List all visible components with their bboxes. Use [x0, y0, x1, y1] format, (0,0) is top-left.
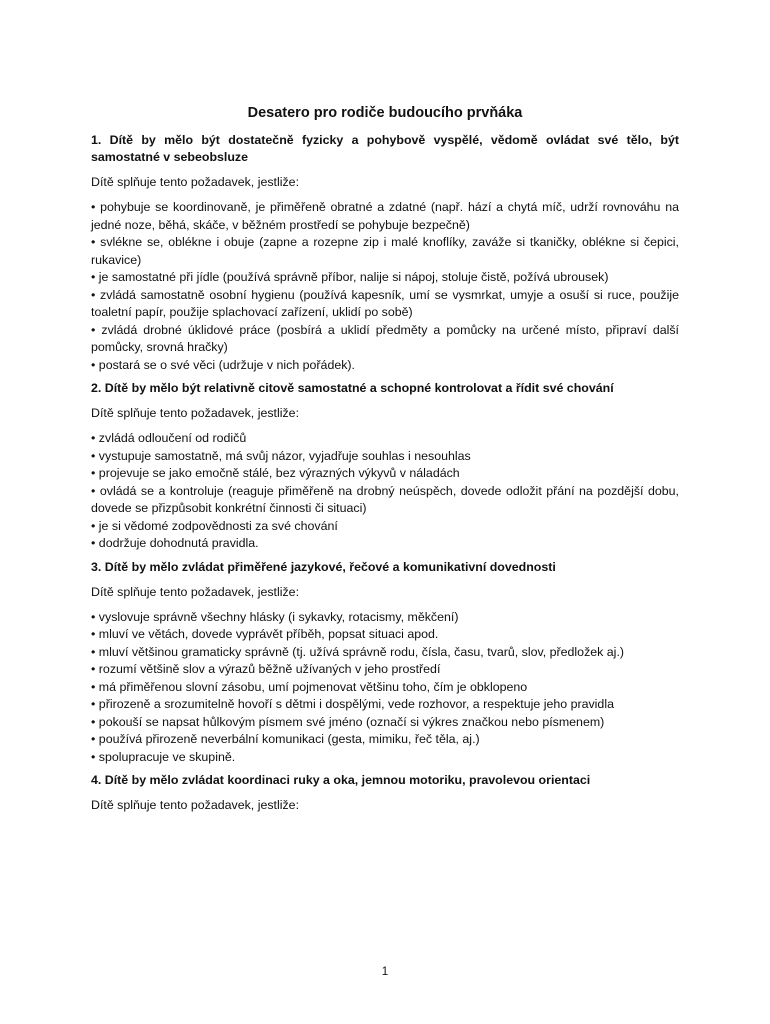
- list-item-text: vystupuje samostatně, má svůj názor, vyjadřuje souhlas i nesouhlas: [98, 448, 471, 463]
- bullet-icon: •: [91, 235, 96, 249]
- list-item-text: používá přirozeně neverbální komunikaci (gesta, mimiku, řeč těla, aj.): [98, 732, 480, 746]
- list-item: [91, 749, 679, 767]
- list-item: [91, 535, 679, 553]
- document-page: [91, 104, 679, 822]
- document-body: [91, 132, 679, 814]
- bullet-list: [91, 430, 679, 553]
- bullet-icon: •: [91, 697, 96, 711]
- bullet-icon: •: [91, 466, 96, 480]
- list-item: [91, 430, 679, 448]
- list-item-text: má přiměřenou slovní zásobu, umí pojmenovat většinu toho, čím je obklopeno: [98, 679, 528, 694]
- list-item: [91, 483, 679, 518]
- list-item-text: zvládá drobné úklidové práce (posbírá a uklidí předměty a pomůcky na určené místo, připraví další pomůcky, srovná hračky): [91, 322, 679, 354]
- bullet-icon: •: [91, 749, 96, 764]
- list-item-text: zvládá odloučení od rodičů: [98, 431, 247, 445]
- list-item: [91, 448, 679, 466]
- bullet-icon: •: [91, 536, 96, 550]
- bullet-icon: •: [91, 518, 96, 533]
- bullet-icon: •: [91, 270, 96, 284]
- list-item-text: dodržuje dohodnutá pravidla.: [98, 536, 259, 550]
- bullet-icon: •: [91, 714, 96, 729]
- list-item-text: mluví ve větách, dovede vyprávět příběh, popsat situaci apod.: [98, 627, 439, 641]
- bullet-icon: •: [91, 287, 96, 302]
- section-3: [91, 559, 679, 767]
- bullet-icon: •: [91, 200, 96, 214]
- bullet-icon: •: [91, 732, 96, 746]
- list-item: [91, 357, 679, 375]
- bullet-icon: •: [91, 609, 96, 624]
- list-item: [91, 269, 679, 287]
- section-intro: Dítě splňuje tento požadavek, jestliže:: [91, 175, 300, 189]
- bullet-list: [91, 609, 679, 767]
- page-number: 1: [381, 966, 389, 978]
- list-item: [91, 287, 679, 322]
- list-item-text: rozumí většině slov a výrazů běžně užívaných v jeho prostředí: [98, 662, 441, 676]
- section-intro: Dítě splňuje tento požadavek, jestliže:: [91, 798, 300, 812]
- bullet-icon: •: [91, 679, 96, 694]
- list-item-text: přirozeně a srozumitelně hovoří s dětmi i dospělými, vede rozhovor, a respektuje jeho pravidla: [98, 697, 614, 711]
- bullet-icon: •: [91, 644, 96, 659]
- bullet-icon: •: [91, 322, 96, 337]
- list-item-text: svlékne se, oblékne i obuje (zapne a rozepne zip i malé knoflíky, zaváže si tkaničky, oblékne si čepici, rukavice): [91, 235, 679, 267]
- section-intro: Dítě splňuje tento požadavek, jestliže:: [91, 406, 300, 420]
- list-item: [91, 714, 679, 732]
- list-item-text: spolupracuje ve skupině.: [98, 749, 236, 764]
- section-heading: 4. Dítě by mělo zvládat koordinaci ruky a oka, jemnou motoriku, pravolevou orientaci: [91, 773, 591, 787]
- list-item: [91, 465, 679, 483]
- section-1: [91, 132, 679, 374]
- bullet-icon: •: [91, 483, 96, 498]
- section-heading: 3. Dítě by mělo zvládat přiměřené jazykové, řečové a komunikativní dovednosti: [91, 559, 556, 574]
- list-item-text: pokouší se napsat hůlkovým písmem své jméno (označí si výkres značkou nebo písmenem): [98, 714, 605, 729]
- list-item-text: projevuje se jako emočně stálé, bez výrazných výkyvů v náladách: [98, 466, 460, 480]
- list-item-text: postará se o své věci (udržuje v nich pořádek).: [98, 357, 355, 372]
- section-4: [91, 772, 679, 814]
- list-item: [91, 661, 679, 679]
- list-item-text: zvládá samostatně osobní hygienu (používá kapesník, umí se vysmrkat, umyje a osuší si ruce, použije toaletní papír, použije splachovací zařízení, uklidí po sobě): [91, 287, 679, 319]
- bullet-icon: •: [91, 627, 96, 641]
- list-item: [91, 644, 679, 662]
- section-2: [91, 380, 679, 553]
- section-intro: Dítě splňuje tento požadavek, jestliže:: [91, 584, 300, 599]
- list-item-text: je samostatné při jídle (používá správně příbor, nalije si nápoj, stoluje čistě, požívá ubrousek): [98, 270, 609, 284]
- bullet-icon: •: [91, 431, 96, 445]
- list-item-text: ovládá se a kontroluje (reaguje přiměřeně na drobný neúspěch, dovede odložit přání na pozdější dobu, dovede se přizpůsobit konkrétní činnosti či situaci): [91, 483, 679, 515]
- bullet-icon: •: [91, 357, 96, 372]
- bullet-list: [91, 199, 679, 374]
- list-item: [91, 696, 679, 714]
- list-item: [91, 626, 679, 644]
- bullet-icon: •: [91, 662, 96, 676]
- bullet-icon: •: [91, 448, 96, 463]
- list-item-text: je si vědomé zodpovědnosti za své chování: [98, 518, 338, 533]
- document-title: Desatero pro rodiče budoucího prvňáka: [247, 105, 523, 121]
- list-item: [91, 234, 679, 269]
- list-item: [91, 322, 679, 357]
- list-item-text: pohybuje se koordinovaně, je přiměřeně obratné a zdatné (např. hází a chytá míč, udrží rovnováhu na jedné noze, běhá, skáče, v běžném prostředí se pohybuje bezpečně): [91, 200, 679, 232]
- list-item: [91, 199, 679, 234]
- list-item-text: mluví většinou gramaticky správně (tj. užívá správně rodu, čísla, času, tvarů, slov, předložek aj.): [98, 644, 625, 659]
- list-item-text: vyslovuje správně všechny hlásky (i sykavky, rotacismy, měkčení): [98, 609, 459, 624]
- list-item: [91, 518, 679, 536]
- list-item: [91, 731, 679, 749]
- section-heading: 2. Dítě by mělo být relativně citově samostatné a schopné kontrolovat a řídit své chování: [91, 381, 614, 395]
- list-item: [91, 679, 679, 697]
- section-heading: 1. Dítě by mělo být dostatečně fyzicky a pohybově vyspělé, vědomě ovládat své tělo, být samostatné v sebeobsluze: [91, 133, 679, 164]
- list-item: [91, 609, 679, 627]
